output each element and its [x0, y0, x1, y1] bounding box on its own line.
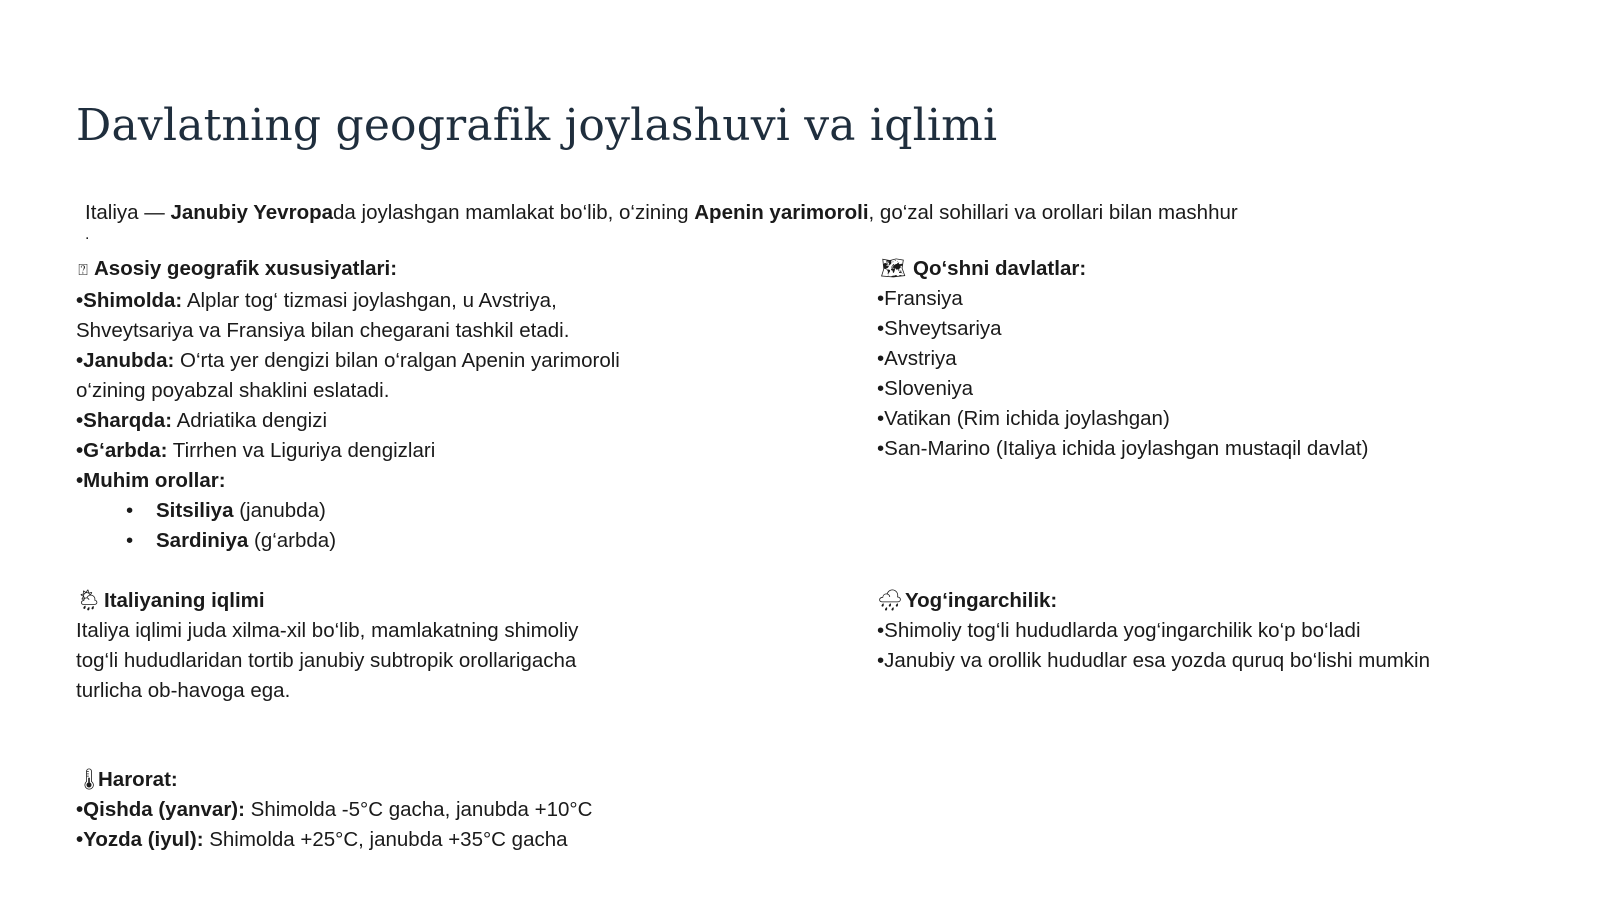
- neighbors-heading-text: Qo‘shni davlatlar:: [913, 257, 1087, 280]
- page-title: Davlatning geografik joylashuvi va iqlimi: [76, 100, 998, 151]
- world-map-icon: 🗺: [879, 257, 907, 280]
- list-item: [76, 825, 592, 855]
- list-item: •Shimoliy tog‘li hududlarda yog‘ingarchilik ko‘p bo‘ladi: [877, 619, 1361, 642]
- climate-heading-text: Italiyaning iqlimi: [104, 589, 265, 612]
- item-text: Shimolda +25°C, janubda +35°C gacha: [203, 828, 568, 851]
- precipitation-section: [877, 586, 1430, 676]
- precipitation-heading-text: Yog‘ingarchilik:: [905, 589, 1058, 612]
- island-name: Sitsiliya: [156, 499, 234, 522]
- island-name: Sardiniya: [156, 529, 249, 552]
- intro-text: da joylashgan mamlakat bo‘lib, o‘zining: [333, 201, 695, 224]
- geography-heading: [76, 254, 620, 286]
- item-label: •Sharqda:: [76, 409, 173, 432]
- intro-dot: .: [85, 226, 90, 243]
- item-text: Shimolda -5°C gacha, janubda +10°C: [244, 798, 593, 821]
- list-item: [76, 466, 620, 496]
- item-label: •Janubda:: [76, 349, 175, 372]
- island-note: (janubda): [233, 499, 326, 522]
- item-label: •Muhim orollar:: [76, 469, 226, 492]
- list-item: •San-Marino (Italiya ichida joylashgan mustaqil davlat): [877, 437, 1369, 460]
- paragraph-line: turlicha ob-havoga ega.: [76, 679, 291, 702]
- paragraph-line: Italiya iqlimi juda xilma-xil bo‘lib, mamlakatning shimoliy: [76, 619, 579, 642]
- intro-bold-peninsula: Apenin yarimoroli: [694, 201, 869, 224]
- climate-heading: [76, 586, 578, 616]
- list-item: •Shveytsariya: [877, 317, 1002, 340]
- list-item: •Vatikan (Rim ichida joylashgan): [877, 407, 1170, 430]
- list-item: [76, 406, 620, 436]
- item-text: Alplar tog‘ tizmasi joylashgan, u Avstriya,: [182, 289, 557, 312]
- bullet-icon: •: [126, 529, 134, 552]
- temperature-heading-text: Harorat:: [98, 768, 178, 791]
- item-label: •Qishda (yanvar):: [76, 798, 245, 821]
- list-item: [76, 316, 620, 346]
- list-item: •Sloveniya: [877, 377, 974, 400]
- list-item: [76, 436, 620, 466]
- island-item: [76, 496, 620, 526]
- sun-behind-rain-cloud-icon: 🌦: [76, 589, 103, 612]
- paragraph-line: tog‘li hududlaridan tortib janubiy subtropik orollarigacha: [76, 649, 577, 672]
- geography-section: [76, 254, 620, 556]
- climate-section: [76, 586, 578, 706]
- neighbors-heading: [877, 254, 1368, 284]
- item-text: Adriatika dengizi: [172, 409, 328, 432]
- list-item: [76, 286, 620, 316]
- intro-paragraph: [85, 198, 1535, 242]
- list-item: [76, 346, 620, 376]
- item-text: O‘rta yer dengizi bilan o‘ralgan Apenin yarimoroli: [174, 349, 620, 372]
- item-text: o‘zining poyabzal shaklini eslatadi.: [76, 379, 390, 402]
- precipitation-heading: [877, 586, 1430, 616]
- neighbors-section: [877, 254, 1368, 464]
- list-item: •Fransiya: [877, 287, 963, 310]
- island-note: (g‘arbda): [248, 529, 337, 552]
- temperature-section: [76, 765, 592, 855]
- item-label: •Shimolda:: [76, 289, 183, 312]
- item-text: Shveytsariya va Fransiya bilan chegarani tashkil etadi.: [76, 319, 570, 342]
- list-item: •Janubiy va orollik hududlar esa yozda quruq bo‘lishi mumkin: [877, 649, 1430, 672]
- intro-text: Italiya —: [85, 201, 171, 224]
- list-item: [76, 376, 620, 406]
- list-item: •Avstriya: [877, 347, 957, 370]
- item-text: Tirrhen va Liguriya dengizlari: [167, 439, 436, 462]
- intro-text: , go‘zal sohillari va orollari bilan mashhur: [868, 201, 1238, 224]
- thermometer-icon: 🌡: [76, 768, 103, 791]
- unknown-glyph-icon: ⍰: [78, 262, 88, 279]
- intro-bold-region: Janubiy Yevropa: [170, 201, 334, 224]
- temperature-heading: [76, 765, 592, 795]
- geography-heading-text: Asosiy geografik xususiyatlari:: [94, 257, 398, 280]
- list-item: [76, 795, 592, 825]
- rain-cloud-icon: 🌧: [877, 589, 904, 612]
- bullet-icon: •: [126, 499, 134, 522]
- item-label: •G‘arbda:: [76, 439, 168, 462]
- island-item: [76, 526, 620, 556]
- item-label: •Yozda (iyul):: [76, 828, 204, 851]
